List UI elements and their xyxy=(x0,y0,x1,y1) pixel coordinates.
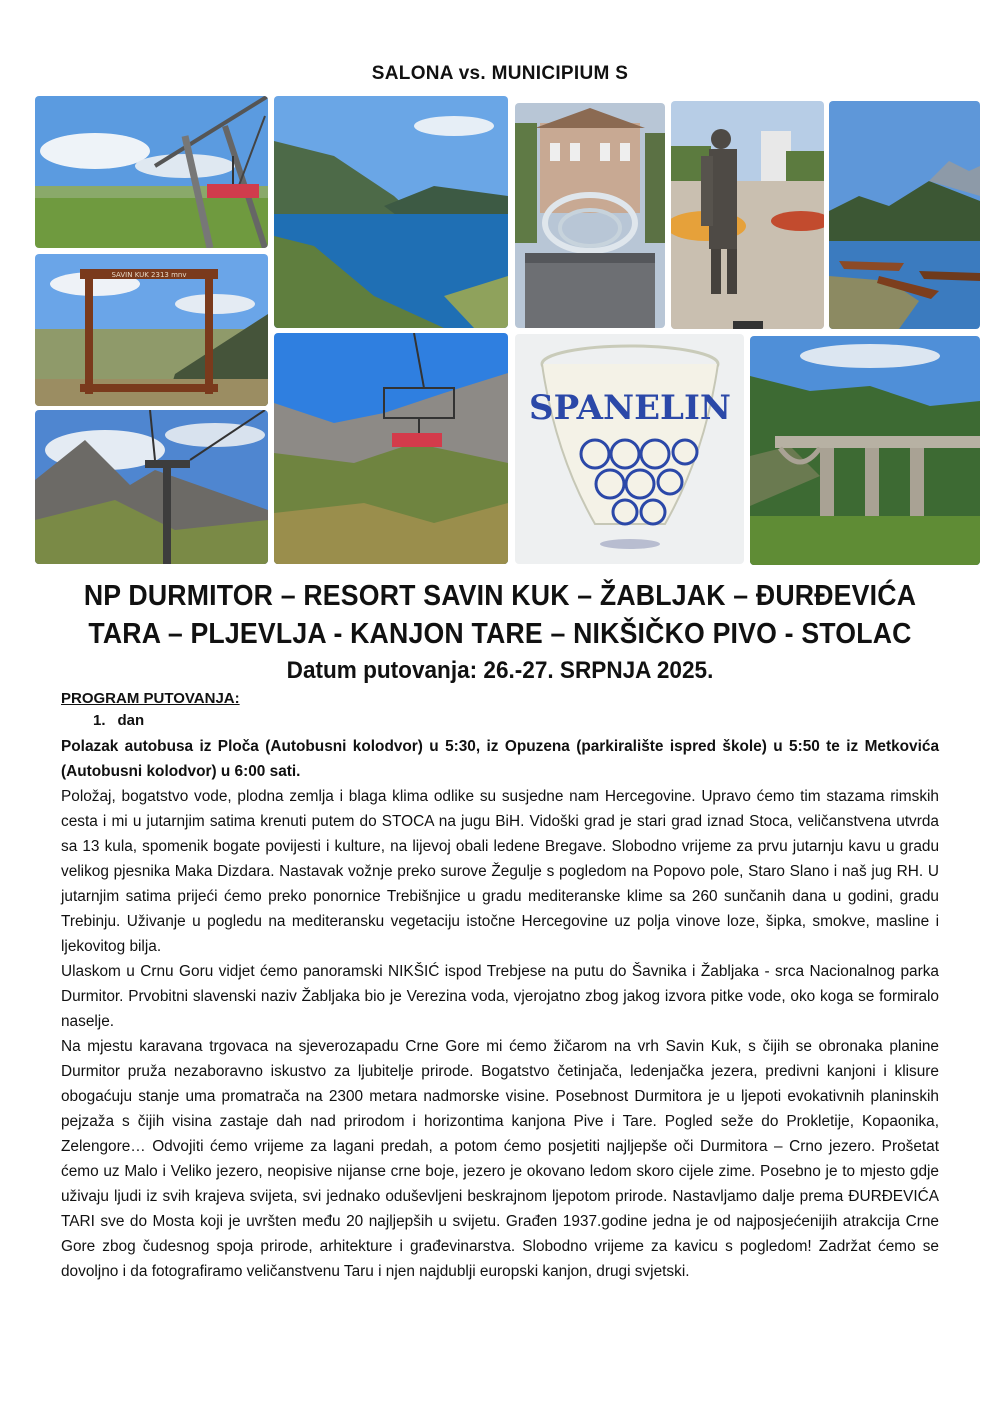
departure-info: Polazak autobusa iz Ploča (Autobusni kolodvor) u 5:30, iz Opuzena (parkiralište ispred škole) u 5:50 te iz Metkovića (Autobusni kolodvor) u 6:00 sati. xyxy=(61,738,939,780)
paragraph-stolac: Položaj, bogatstvo vode, plodna zemlja i blaga klima odlike su susjedne nam Hercegovine. Upravo ćemo tim stazama rimskih cesta i mi u jutarnjim satima krenuti putem do STOCA na jugu BiH. Vidoški grad je stari grad iznad Stoca, veličanstvena utvrda sa 13 kula, spomenik bogate povijesti i kulture, na lijevoj obali ledene Bregave. Slobodno vrijeme za prvu jutarnju kavu u gradu velikog pjesnika Maka Dizdara. Nastavak vožnje preko surove Žegulje s pogledom na Popovo pole, Staro Slano i naš jug RH. U jutarnjim satima prijeći ćemo preko ponornice Trebišnjice u gradu mediteranske klime sa 260 sunčanih dana u godini, gradu Trebinju. Uživanje u pogledu na mediteransku vegetaciju istočne Hercegovine uz polja vinove loze, šipka, smokve, masline i ljekovitog bilja. xyxy=(61,788,939,955)
chairlift-meadow-photo xyxy=(35,96,268,248)
cup-inscription: SPANELIN xyxy=(529,388,731,428)
chairlift-mountain-photo xyxy=(274,333,508,564)
tara-bridge-photo xyxy=(750,336,980,565)
lake-fjord-photo xyxy=(274,96,508,328)
lake-boats-photo xyxy=(829,101,980,329)
day-label: dan xyxy=(117,712,145,729)
day-heading xyxy=(93,712,156,729)
savin-kuk-frame-photo xyxy=(35,254,268,406)
trip-title-line2: TARA – PLJEVLJA - KANJON TARE – NIKŠIČKO PIVO - STOLAC xyxy=(88,618,912,650)
statue-square-photo xyxy=(671,101,824,329)
day-number: 1. xyxy=(93,712,106,729)
paragraph-durmitor: Na mjestu karavana trgovaca na sjeverozapadu Crne Gore mi ćemo žičarom na vrh Savin Kuk, s čijih se obronaka planine Durmitor pruža nezaboravno iskustvo za ljubitelje prirode. Bogatstvo četinjača, ledenjačka jezera, predivni kanjoni i klisure obogaćuju stanje uma promatrača na 2300 metara nadmorske visine. Posebnost Durmitora je u ljepoti evokativnih planinskih pejzaža s čijih visina zastaje dah nad prirodom i horizontima kanjona Pive i Tare. Pogled seže do Prokletije, Kopaonika, Zelengore… Odvojiti ćemo vrijeme za lagani predah, a potom ćemo posjetiti najljepše oči Durmitora – Crno jezero. Prošetat ćemo uz Malo i Veliko jezero, neopisive nijanse crne boje, jezero je okovano ledom skoro cijele zime. Posebno je to mjesto gdje uživaju ljudi iz svih krajeva svijeta, svi jednako oduševljeni beskrajnom ljepotom prirode. Nastavljamo dalje prema ĐURĐEVIĆA TARI sve do Mosta koji je uvršten među 20 najljepših u svijetu. Građen 1937.godine jedna je od najposjećenijih atrakcija Crne Gore zbog čudesnog spoja prirode, arhitekture i građevinarstva. Slobodno vrijeme za kavicu s pogledom! Zadržat ćemo se dovoljno i da fotografiramo veličanstvenu Taru i njen najdublji europski kanjon, drugi svjetski. xyxy=(61,1038,939,1280)
chairlift-tower-photo xyxy=(35,410,268,564)
program-body xyxy=(61,734,939,1284)
trip-date: Datum putovanja: 26.-27. SRPNJA 2025. xyxy=(286,657,714,684)
trip-title-line1: NP DURMITOR – RESORT SAVIN KUK – ŽABLJAK – ĐURĐEVIĆA xyxy=(83,580,917,612)
frame-sign-text: SAVIN KUK 2313 mnv xyxy=(111,271,187,279)
glass-cup-photo xyxy=(515,334,744,564)
program-heading: PROGRAM PUTOVANJA: xyxy=(61,690,240,707)
organizer-title: SALONA vs. MUNICIPIUM S xyxy=(371,63,629,84)
fountain-building-photo xyxy=(515,103,665,328)
paragraph-niksic: Ulaskom u Crnu Goru vidjet ćemo panoramski NIKŠIĆ ispod Trebjese na putu do Šavnika i Žabljaka - srca Nacionalnog parka Durmitor. Prvobitni slavenski naziv Žabljaka bio je Verezina voda, vjerojatno zbog jakog izvora pitke vode, oko koga se formiralo naselje. xyxy=(61,963,939,1030)
